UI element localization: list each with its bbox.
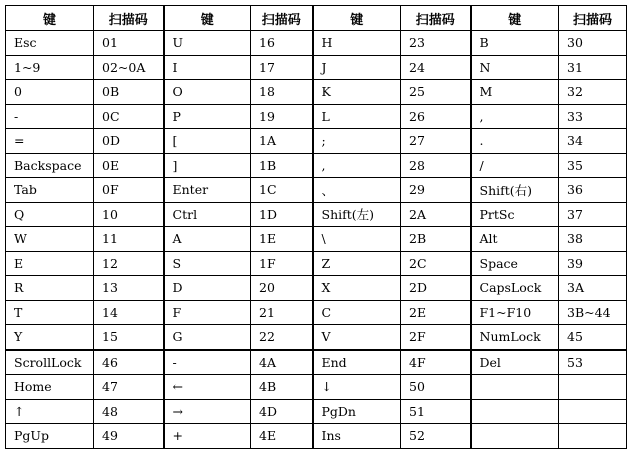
key-cell: - bbox=[164, 350, 251, 375]
key-cell: - bbox=[6, 104, 94, 129]
key-cell: ← bbox=[164, 375, 251, 400]
scan-code-cell: 2D bbox=[401, 276, 471, 301]
scan-code-cell: 26 bbox=[401, 104, 471, 129]
key-cell: / bbox=[471, 153, 559, 178]
key-cell: Space bbox=[471, 251, 559, 276]
key-cell: \ bbox=[313, 227, 401, 252]
key-cell: U bbox=[164, 31, 251, 56]
scan-code-cell: 4D bbox=[251, 399, 313, 424]
scan-code-cell: 1F bbox=[251, 251, 313, 276]
scan-code-cell: 39 bbox=[559, 251, 627, 276]
scan-code-cell: 10 bbox=[94, 202, 164, 227]
scan-code-cell: 2A bbox=[401, 202, 471, 227]
key-cell: S bbox=[164, 251, 251, 276]
key-cell: End bbox=[313, 350, 401, 375]
scan-code-cell: 1B bbox=[251, 153, 313, 178]
table-row bbox=[6, 80, 627, 105]
key-cell: CapsLock bbox=[471, 276, 559, 301]
scan-code-cell: 52 bbox=[401, 424, 471, 449]
table-row bbox=[6, 424, 627, 449]
header-row bbox=[6, 6, 627, 31]
key-cell bbox=[471, 375, 559, 400]
key-cell: + bbox=[164, 424, 251, 449]
scan-code-cell: 3A bbox=[559, 276, 627, 301]
header-key: 键 bbox=[313, 6, 401, 31]
table-row bbox=[6, 153, 627, 178]
scan-code-cell: 49 bbox=[94, 424, 164, 449]
scan-code-cell: 33 bbox=[559, 104, 627, 129]
table-row bbox=[6, 31, 627, 56]
header-key: 键 bbox=[6, 6, 94, 31]
scan-code-cell: 4B bbox=[251, 375, 313, 400]
scan-code-cell: 2B bbox=[401, 227, 471, 252]
table-row bbox=[6, 129, 627, 154]
key-cell: . bbox=[471, 129, 559, 154]
scan-code-cell: 35 bbox=[559, 153, 627, 178]
scan-code-cell: 11 bbox=[94, 227, 164, 252]
key-cell: V bbox=[313, 325, 401, 350]
key-cell: = bbox=[6, 129, 94, 154]
key-cell bbox=[471, 424, 559, 449]
table-row bbox=[6, 227, 627, 252]
key-cell: N bbox=[471, 55, 559, 80]
table-row bbox=[6, 104, 627, 129]
key-cell: ; bbox=[313, 129, 401, 154]
scan-code-cell: 1E bbox=[251, 227, 313, 252]
key-cell: ] bbox=[164, 153, 251, 178]
key-cell: PgUp bbox=[6, 424, 94, 449]
key-cell: 0 bbox=[6, 80, 94, 105]
scan-code-cell: 30 bbox=[559, 31, 627, 56]
key-cell: M bbox=[471, 80, 559, 105]
scan-code-cell: 19 bbox=[251, 104, 313, 129]
scan-code-cell: 2F bbox=[401, 325, 471, 350]
scan-code-cell: 12 bbox=[94, 251, 164, 276]
scan-code-cell: 0B bbox=[94, 80, 164, 105]
scan-code-cell: 1C bbox=[251, 178, 313, 203]
scan-code-cell: 1A bbox=[251, 129, 313, 154]
key-cell: Esc bbox=[6, 31, 94, 56]
header-scan-code: 扫描码 bbox=[94, 6, 164, 31]
key-cell: 、 bbox=[313, 178, 401, 203]
table-row bbox=[6, 202, 627, 227]
scan-code-cell: 25 bbox=[401, 80, 471, 105]
key-cell: Tab bbox=[6, 178, 94, 203]
key-cell: R bbox=[6, 276, 94, 301]
key-cell: B bbox=[471, 31, 559, 56]
key-cell: Ins bbox=[313, 424, 401, 449]
key-cell: Q bbox=[6, 202, 94, 227]
key-cell: I bbox=[164, 55, 251, 80]
key-cell: A bbox=[164, 227, 251, 252]
scan-code-cell: 48 bbox=[94, 399, 164, 424]
table-row bbox=[6, 178, 627, 203]
key-cell: 1~9 bbox=[6, 55, 94, 80]
key-cell: C bbox=[313, 300, 401, 325]
scan-code-cell: 15 bbox=[94, 325, 164, 350]
key-cell: J bbox=[313, 55, 401, 80]
key-cell: Ctrl bbox=[164, 202, 251, 227]
key-cell: O bbox=[164, 80, 251, 105]
key-cell: Shift(左) bbox=[313, 202, 401, 227]
scan-code-cell: 38 bbox=[559, 227, 627, 252]
key-cell: E bbox=[6, 251, 94, 276]
key-cell: T bbox=[6, 300, 94, 325]
scan-code-cell: 0C bbox=[94, 104, 164, 129]
key-cell: ScrollLock bbox=[6, 350, 94, 375]
scan-code-cell: 4E bbox=[251, 424, 313, 449]
scan-code-cell: 22 bbox=[251, 325, 313, 350]
key-cell: , bbox=[471, 104, 559, 129]
key-cell: Shift(右) bbox=[471, 178, 559, 203]
key-cell: Del bbox=[471, 350, 559, 375]
table-row bbox=[6, 350, 627, 375]
scan-code-cell: 21 bbox=[251, 300, 313, 325]
header-key: 键 bbox=[471, 6, 559, 31]
scan-code-cell: 14 bbox=[94, 300, 164, 325]
key-cell: PgDn bbox=[313, 399, 401, 424]
scan-code-cell: 2E bbox=[401, 300, 471, 325]
scan-code-cell: 16 bbox=[251, 31, 313, 56]
scan-code-cell: 53 bbox=[559, 350, 627, 375]
scan-code-cell: 29 bbox=[401, 178, 471, 203]
table-row bbox=[6, 276, 627, 301]
key-cell: Backspace bbox=[6, 153, 94, 178]
key-cell: F bbox=[164, 300, 251, 325]
header-scan-code: 扫描码 bbox=[559, 6, 627, 31]
key-cell: G bbox=[164, 325, 251, 350]
scan-code-cell: 4A bbox=[251, 350, 313, 375]
key-cell: P bbox=[164, 104, 251, 129]
scan-code-cell: 51 bbox=[401, 399, 471, 424]
key-cell: L bbox=[313, 104, 401, 129]
table-row bbox=[6, 55, 627, 80]
scan-code-cell: 3B~44 bbox=[559, 300, 627, 325]
key-cell: F1~F10 bbox=[471, 300, 559, 325]
header-key: 键 bbox=[164, 6, 251, 31]
scan-code-cell: 24 bbox=[401, 55, 471, 80]
scan-code-cell: 20 bbox=[251, 276, 313, 301]
scan-code-cell: 34 bbox=[559, 129, 627, 154]
scan-code-cell: 13 bbox=[94, 276, 164, 301]
scan-code-cell: 0E bbox=[94, 153, 164, 178]
scan-code-cell: 46 bbox=[94, 350, 164, 375]
scan-code-cell: 1D bbox=[251, 202, 313, 227]
scan-code-cell bbox=[559, 399, 627, 424]
key-cell: , bbox=[313, 153, 401, 178]
scan-code-cell: 02~0A bbox=[94, 55, 164, 80]
key-cell: NumLock bbox=[471, 325, 559, 350]
scan-code-cell: 47 bbox=[94, 375, 164, 400]
table-row bbox=[6, 399, 627, 424]
table-body bbox=[6, 31, 627, 449]
table-row bbox=[6, 325, 627, 350]
scan-code-cell: 45 bbox=[559, 325, 627, 350]
key-cell: Z bbox=[313, 251, 401, 276]
key-cell: PrtSc bbox=[471, 202, 559, 227]
scan-code-cell: 31 bbox=[559, 55, 627, 80]
scan-code-cell bbox=[559, 375, 627, 400]
scan-code-cell: 4F bbox=[401, 350, 471, 375]
scan-code-cell bbox=[559, 424, 627, 449]
table-row bbox=[6, 251, 627, 276]
table-row bbox=[6, 375, 627, 400]
key-cell: ↑ bbox=[6, 399, 94, 424]
scan-code-cell: 17 bbox=[251, 55, 313, 80]
scan-code-cell: 50 bbox=[401, 375, 471, 400]
table-row bbox=[6, 300, 627, 325]
scan-code-cell: 0F bbox=[94, 178, 164, 203]
header-scan-code: 扫描码 bbox=[401, 6, 471, 31]
header-scan-code: 扫描码 bbox=[251, 6, 313, 31]
scan-code-cell: 32 bbox=[559, 80, 627, 105]
key-cell: Y bbox=[6, 325, 94, 350]
scan-code-cell: 01 bbox=[94, 31, 164, 56]
scan-code-cell: 28 bbox=[401, 153, 471, 178]
key-cell: Enter bbox=[164, 178, 251, 203]
scan-code-cell: 27 bbox=[401, 129, 471, 154]
key-cell: D bbox=[164, 276, 251, 301]
scan-code-cell: 0D bbox=[94, 129, 164, 154]
key-cell bbox=[471, 399, 559, 424]
scan-code-cell: 23 bbox=[401, 31, 471, 56]
key-cell: ↓ bbox=[313, 375, 401, 400]
scan-code-table bbox=[5, 5, 627, 449]
scan-code-cell: 36 bbox=[559, 178, 627, 203]
key-cell: W bbox=[6, 227, 94, 252]
key-cell: [ bbox=[164, 129, 251, 154]
key-cell: Alt bbox=[471, 227, 559, 252]
scan-code-cell: 37 bbox=[559, 202, 627, 227]
key-cell: Home bbox=[6, 375, 94, 400]
scan-code-cell: 2C bbox=[401, 251, 471, 276]
key-cell: K bbox=[313, 80, 401, 105]
key-cell: X bbox=[313, 276, 401, 301]
key-cell: H bbox=[313, 31, 401, 56]
scan-code-cell: 18 bbox=[251, 80, 313, 105]
key-cell: → bbox=[164, 399, 251, 424]
